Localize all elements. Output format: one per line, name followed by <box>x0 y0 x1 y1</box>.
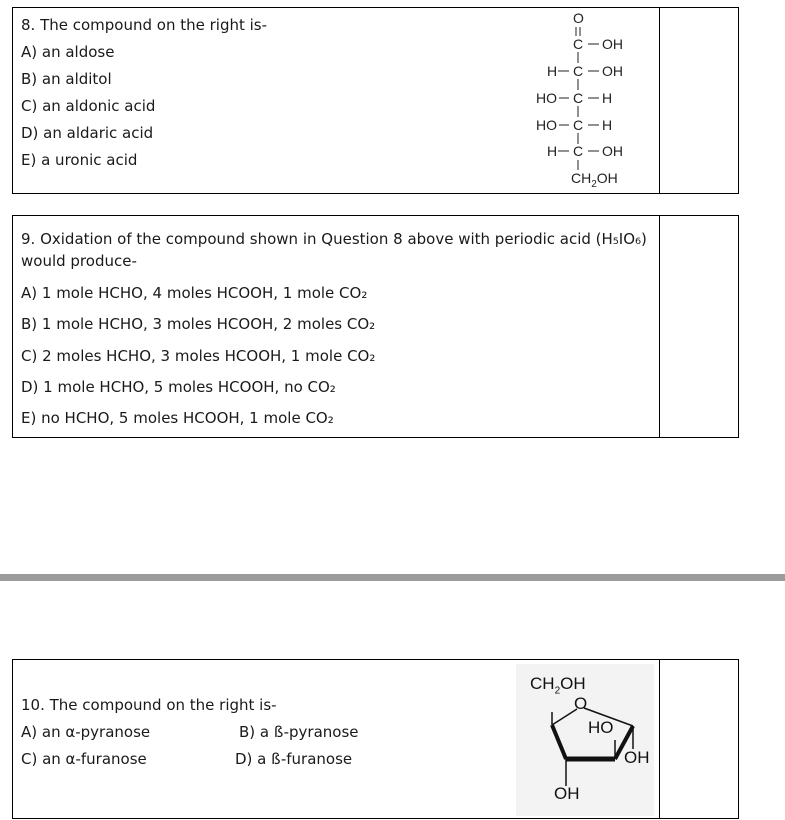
question-9-option-a[interactable]: A) 1 mole HCHO, 4 moles HCOOH, 1 mole CO₂ <box>21 284 368 302</box>
c4-ho: HO <box>536 117 557 133</box>
question-8-option-a[interactable]: A) an aldose <box>21 43 115 61</box>
question-9-stem-line2: would produce- <box>21 252 137 270</box>
c2-oh: OH <box>602 63 623 79</box>
c1-oh: OH <box>602 36 623 52</box>
question-10-option-d[interactable]: D) a ß-furanose <box>235 750 353 768</box>
anomeric-oh-label: OH <box>624 748 650 767</box>
question-10-stem: 10. The compound on the right is- <box>21 696 277 714</box>
c1-carbon: C <box>573 36 584 52</box>
answer-column-divider <box>659 8 660 193</box>
fischer-projection <box>531 8 641 194</box>
furanose-structure <box>516 664 654 816</box>
c2-oh-label: OH <box>554 784 580 803</box>
c5-h: H <box>547 143 558 159</box>
c5-oh: OH <box>602 143 623 159</box>
question-9-option-e[interactable]: E) no HCHO, 5 moles HCOOH, 1 mole CO₂ <box>21 409 334 427</box>
question-10-option-a[interactable]: A) an α-pyranose <box>21 723 151 741</box>
c3-carbon: C <box>573 90 584 106</box>
c3-ho: HO <box>536 90 557 106</box>
ch-text: CH <box>530 674 555 693</box>
question-9-box <box>12 215 739 438</box>
c4-h: H <box>602 117 613 133</box>
c4-carbon: C <box>573 117 584 133</box>
question-9-option-b[interactable]: B) 1 mole HCHO, 3 moles HCOOH, 2 moles CO₂ <box>21 315 376 333</box>
subscript-2: 2 <box>591 178 597 190</box>
ring-oxygen: O <box>574 694 588 713</box>
subscript-2: 2 <box>554 685 561 697</box>
c2-carbon: C <box>573 63 584 79</box>
c6-ch2oh <box>571 170 618 190</box>
question-9-stem-line1: 9. Oxidation of the compound shown in Question 8 above with periodic acid (H₅IO₆) <box>21 230 647 248</box>
c5-carbon: C <box>573 143 584 159</box>
c3-ho-label: HO <box>588 718 614 737</box>
question-8-option-c[interactable]: C) an aldonic acid <box>21 97 156 115</box>
answer-column-divider <box>659 216 660 437</box>
answer-column-divider <box>659 660 660 818</box>
page-divider <box>0 574 785 581</box>
question-8-box <box>12 7 739 194</box>
question-8-option-b[interactable]: B) an alditol <box>21 70 112 88</box>
question-10-option-c[interactable]: C) an α-furanose <box>21 750 147 768</box>
carbonyl-oxygen: O <box>573 10 584 26</box>
c3-h: H <box>602 90 613 106</box>
oh-text: OH <box>560 674 586 693</box>
c2-h: H <box>547 63 558 79</box>
question-8-stem: 8. The compound on the right is- <box>21 16 268 34</box>
question-10-option-b[interactable]: B) a ß-pyranose <box>239 723 359 741</box>
oh-text: OH <box>596 170 618 186</box>
question-9-option-d[interactable]: D) 1 mole HCHO, 5 moles HCOOH, no CO₂ <box>21 378 336 396</box>
question-10-box <box>12 659 739 819</box>
ch-text: CH <box>571 170 592 186</box>
question-9-option-c[interactable]: C) 2 moles HCHO, 3 moles HCOOH, 1 mole CO₂ <box>21 347 376 365</box>
question-8-option-e[interactable]: E) a uronic acid <box>21 151 138 169</box>
question-8-option-d[interactable]: D) an aldaric acid <box>21 124 154 142</box>
